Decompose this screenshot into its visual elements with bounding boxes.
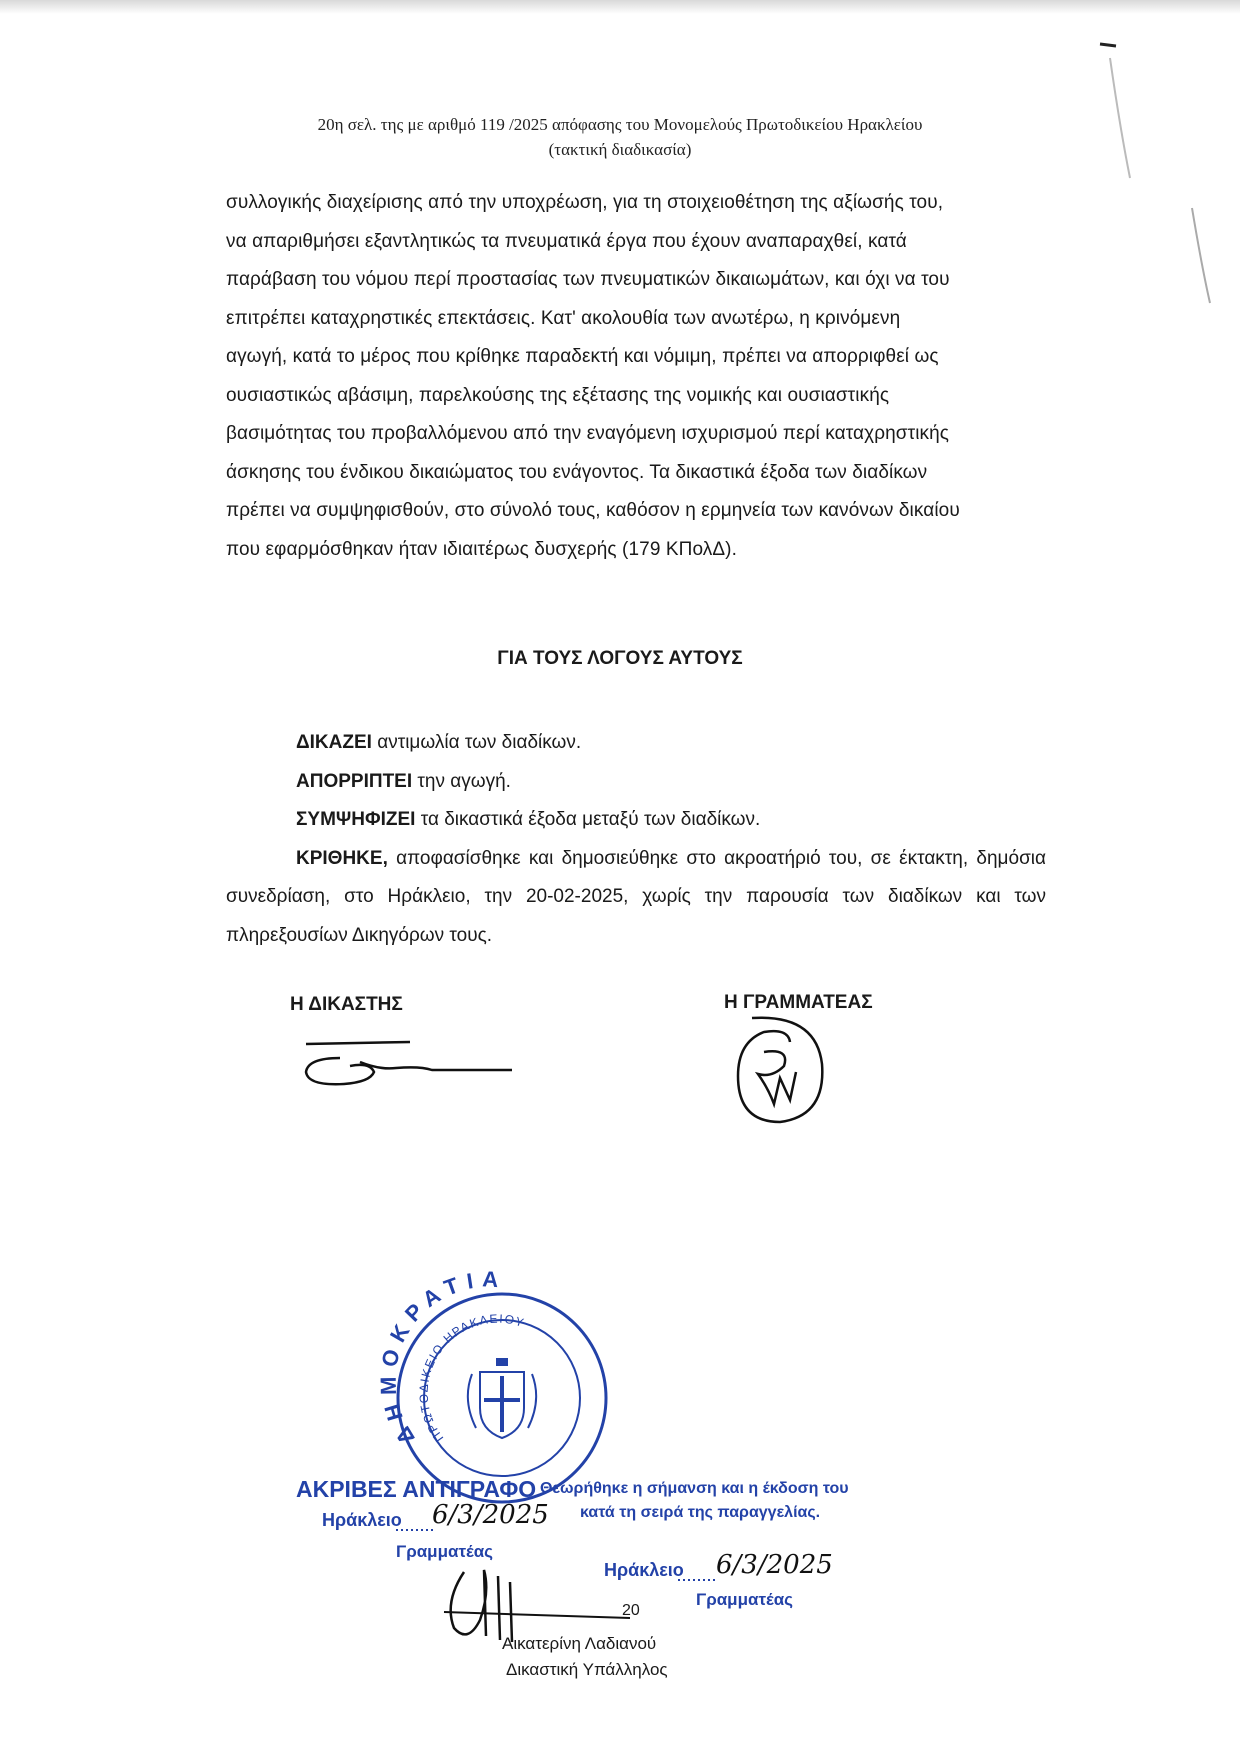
body-line: ουσιαστικώς αβάσιμη, παρελκούσης της εξέτασης της νομικής και ουσιαστικής xyxy=(226,384,890,406)
verdict-item xyxy=(226,801,1046,840)
place-left: Ηράκλειο xyxy=(322,1510,402,1530)
verdict-keyword: ΣΥΜΨΗΦΙΖΕΙ xyxy=(296,809,416,830)
verdict-item xyxy=(226,724,1046,763)
exact-copy-label: ΑΚΡΙΒΕΣ ΑΝΤΙΓΡΑΦΟ xyxy=(296,1476,537,1502)
date-right: 6/3/2025 xyxy=(716,1550,833,1580)
body-line: συλλογικής διαχείρισης από την υποχρέωση, για τη στοιχειοθέτηση της αξίωσής του, xyxy=(226,192,944,213)
scan-edge xyxy=(0,0,1240,14)
header-line-1: 20η σελ. της με αριθμό 119 /2025 απόφασης του Μονομελούς Πρωτοδικείου Ηρακλείου xyxy=(317,115,923,134)
body-line: βασιμότητας του προβαλλόμενου από την εναγόμενη ισχυρισμού περί καταχρηστικής xyxy=(226,423,950,444)
date-left: 6/3/2025 xyxy=(432,1500,549,1530)
verdict-text: αντιμωλία των διαδίκων. xyxy=(371,732,582,753)
employee-name: Αικατερίνη Λαδιανού xyxy=(502,1634,657,1653)
secretary-right: Γραμματέας xyxy=(696,1590,793,1609)
section-heading: ΓΙΑ ΤΟΥΣ ΛΟΓΟΥΣ ΑΥΤΟΥΣ xyxy=(497,648,743,669)
verdict-text: αποφασίσθηκε και δημοσιεύθηκε στο ακροατήριό του, σε έκτακτη, δημόσια συνεδρίαση, στο Ηράκλειο, την 20-02-2025, χωρίς την παρουσία των διαδίκων και των πληρεξουσίων Δικηγόρων τους. xyxy=(226,847,1046,946)
court-stamp xyxy=(375,1266,612,1508)
body-line: αγωγή, κατά το μέρος που κρίθηκε παραδεκτή και νόμιμη, πρέπει να απορριφθεί ως xyxy=(226,346,939,367)
body-line: πρέπει να συμψηφισθούν, στο σύνολό τους, καθόσον η ερμηνεία των κανόνων δικαίου xyxy=(226,500,960,521)
body-paragraph xyxy=(226,184,1046,569)
header-line-2: (τακτική διαδικασία) xyxy=(548,140,692,159)
page-mark: 20 xyxy=(622,1602,640,1619)
dotted-line xyxy=(396,1528,436,1532)
body-line: παράβαση του νόμου περί προστασίας των πνευματικών δικαιωμάτων, και όχι να του xyxy=(226,269,950,290)
body-line: που εφαρμόσθηκαν ήταν ιδιαιτέρως δυσχερής (179 ΚΠολΔ). xyxy=(226,538,737,560)
place-right: Ηράκλειο xyxy=(604,1560,684,1580)
svg-text:ΠΡΩΤΟΔΙΚΕΙΟ ΗΡΑΚΛΕΙΟΥ: ΠΡΩΤΟΔΙΚΕΙΟ ΗΡΑΚΛΕΙΟΥ xyxy=(416,1311,527,1445)
verdict-item xyxy=(226,840,1046,956)
verdict-keyword: ΑΠΟΡΡΙΠΤΕΙ xyxy=(296,770,413,792)
judge-label: Η ΔΙΚΑΣΤΗΣ xyxy=(290,994,403,1015)
judge-signature xyxy=(300,1036,530,1096)
secretary-left: Γραμματέας xyxy=(396,1542,493,1561)
body-line: άσκησης του ένδικου δικαιώματος του ενάγοντος. Τα δικαστικά έξοδα των διαδίκων xyxy=(226,461,928,483)
verdict-text: τα δικαστικά έξοδα μεταξύ των διαδίκων. xyxy=(415,809,761,830)
svg-text:ΔΗΜΟΚΡΑΤΙΑ: ΔΗΜΟΚΡΑΤΙΑ xyxy=(375,1266,507,1449)
verdict-keyword: ΚΡΙΘΗΚΕ, xyxy=(296,847,388,869)
secretary-label: Η ΓΡΑΜΜΑΤΕΑΣ xyxy=(724,992,873,1013)
employee-title: Δικαστική Υπάλληλος xyxy=(506,1660,668,1679)
dotted-line xyxy=(678,1578,718,1582)
secretary-signature xyxy=(734,1012,834,1128)
verdict-block xyxy=(226,724,1046,955)
page-header xyxy=(0,112,1240,162)
verdict-item xyxy=(226,763,1046,802)
verdict-keyword: ΔΙΚΑΖΕΙ xyxy=(296,732,372,753)
body-line: να απαριθμήσει εξαντλητικώς τα πνευματικά έργα που έχουν αναπαραχθεί, κατά xyxy=(226,230,907,252)
scan-artifact xyxy=(1100,38,1220,328)
certification-note-line-1: Θεωρήθηκε η σήμανση και η έκδοση του xyxy=(540,1480,849,1497)
certification-note-line-2: κατά τη σειρά της παραγγελίας. xyxy=(580,1504,821,1521)
verdict-text: την αγωγή. xyxy=(412,770,511,792)
body-line: επιτρέπει καταχρηστικές επεκτάσεις. Κατ' ακολουθία των ανωτέρω, η κρινόμενη xyxy=(226,307,901,329)
